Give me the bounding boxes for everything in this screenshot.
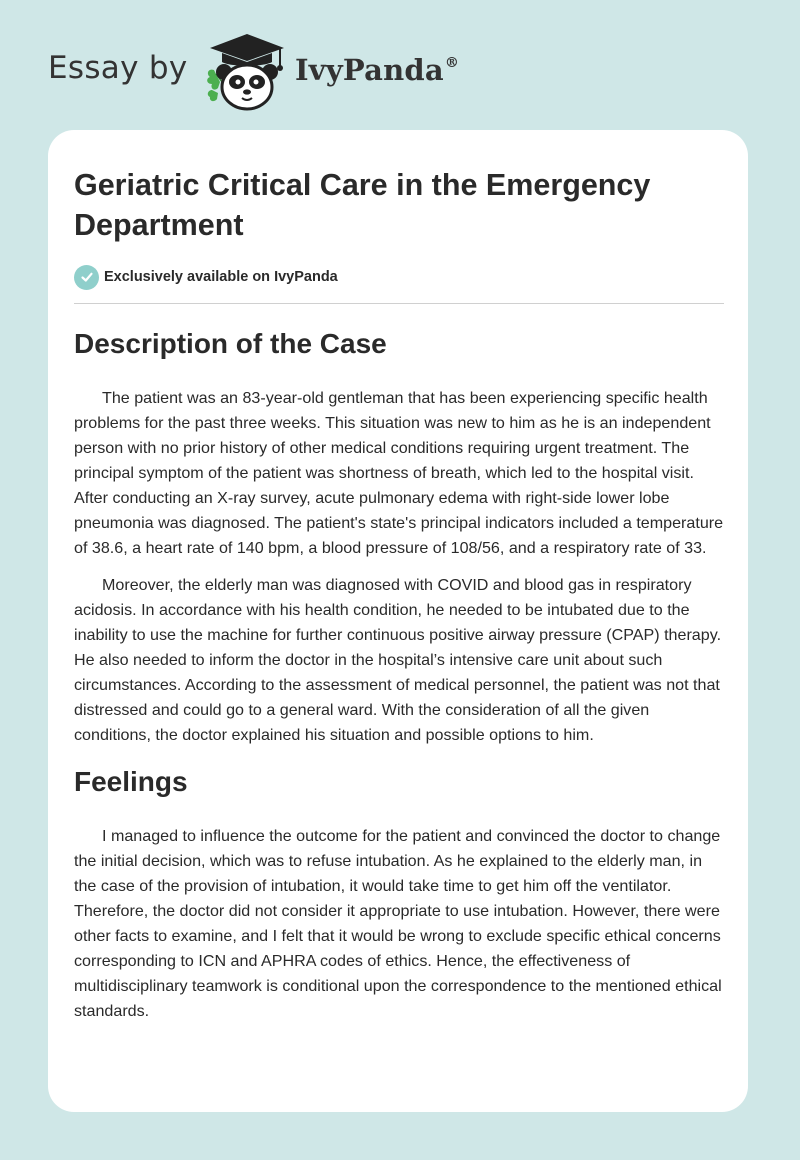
paragraph: The patient was an 83-year-old gentleman that has been experiencing specific health problems for the past three weeks. This situation was new to him as he is an independent person with no prior history of other medical conditions requiring urgent treatment. The principal symptom of the patient was shortness of breath, which led to the hospital visit. After conducting an X-ray survey, acute pulmonary edema with right-side lower lobe pneumonia was diagnosed. The patient's state's principal indicators included a temperature of 38.6, a heart rate of 140 bpm, a blood pressure of 108/56, and a respiratory rate of 33. xyxy=(74,389,724,557)
brand-logo-text[interactable] xyxy=(295,53,459,87)
section-heading-description: Description of the Case xyxy=(74,328,387,359)
registered-mark: ® xyxy=(444,55,460,71)
essay-body xyxy=(74,322,724,1024)
section-heading-feelings: Feelings xyxy=(74,766,188,797)
essay-card xyxy=(48,130,748,1112)
title-divider xyxy=(74,303,724,304)
paragraph: Moreover, the elderly man was diagnosed with COVID and blood gas in respiratory acidosis. In accordance with his health condition, he needed to be intubated due to the inability to use the machine for further continuous positive airway pressure (CPAP) therapy. He also needed to inform the doctor in the hospital’s intensive care unit about such circumstances. According to the assessment of medical personnel, the patient was not that distressed and could go to a general ward. With the consideration of all the given conditions, the doctor explained his situation and possible options to him. xyxy=(74,576,722,744)
page-title: Geriatric Critical Care in the Emergency Department xyxy=(74,168,651,242)
site-header xyxy=(0,0,800,130)
essay-by-label: Essay by xyxy=(48,50,188,86)
exclusive-badge xyxy=(74,264,338,290)
exclusive-badge-text: Exclusively available on IvyPanda xyxy=(104,269,338,285)
panda-logo-icon[interactable] xyxy=(200,32,294,112)
paragraph: I managed to influence the outcome for the patient and convinced the doctor to change the initial decision, which was to refuse intubation. As he explained to the elderly man, in the case of the provision of intubation, it would take time to get him off the ventilator. Therefore, the doctor did not consider it appropriate to use intubation. However, there were other facts to examine, and I felt that it would be wrong to exclude specific ethical concerns corresponding to ICN and APHRA codes of ethics. Hence, the effectiveness of multidisciplinary teamwork is conditional upon the correspondence to the mentioned ethical standards. xyxy=(74,827,722,1020)
checkmark-icon xyxy=(74,265,99,290)
brand-name: IvyPanda xyxy=(295,53,444,87)
